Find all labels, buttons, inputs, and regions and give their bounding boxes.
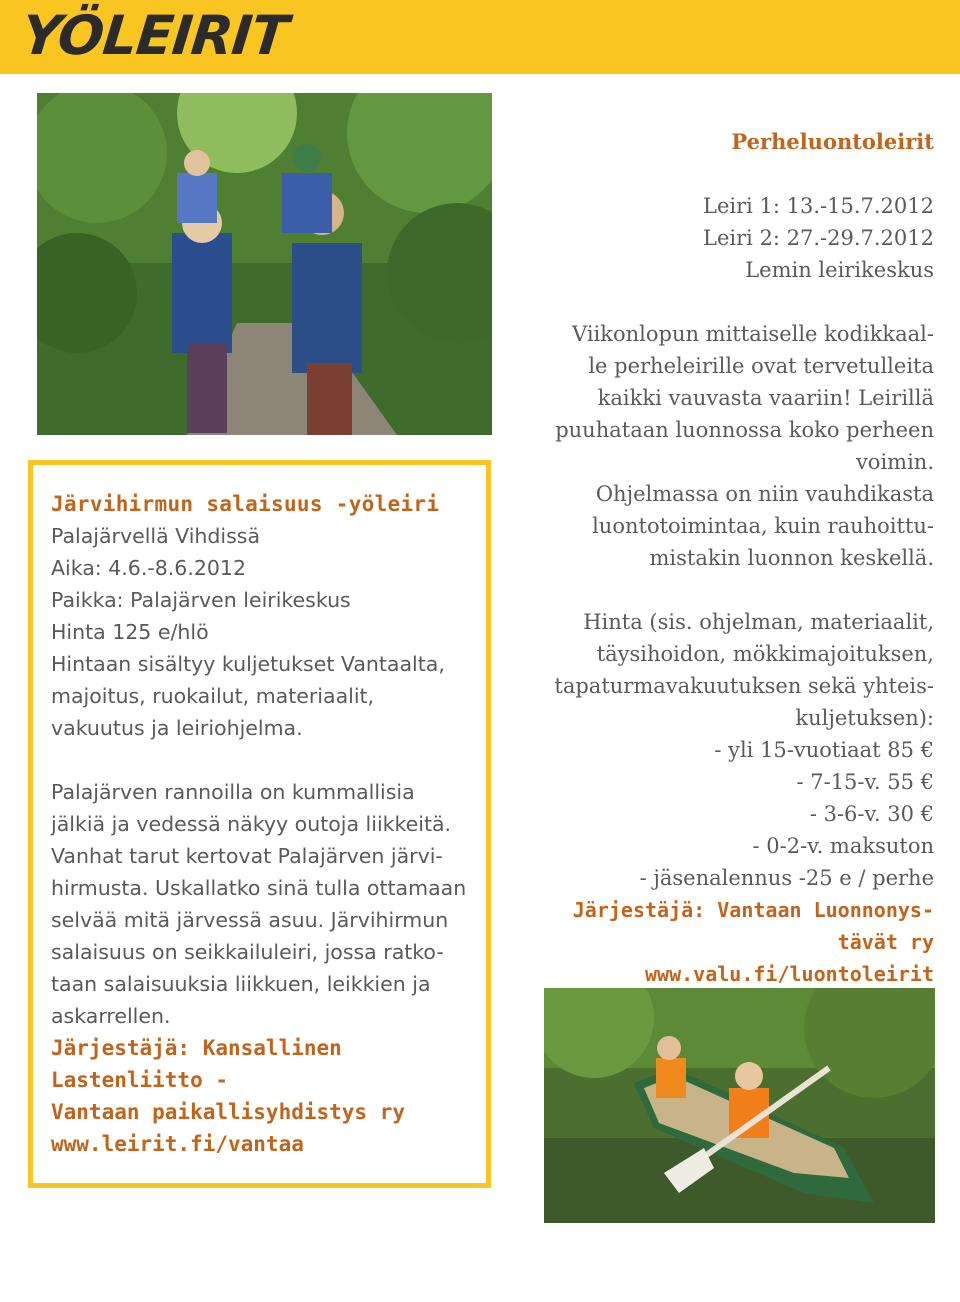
right-price-line: Hinta (sis. ohjelman, materiaalit, [583,610,934,634]
left-info-line: majoitus, ruokailut, materiaalit, [51,684,375,708]
right-price-line: - 0-2-v. maksuton [752,834,934,858]
left-organizer: Järjestäjä: Kansallinen Lastenliitto - [51,1036,342,1092]
left-info-line: Aika: 4.6.-8.6.2012 [51,556,247,580]
left-organizer: Vantaan paikallisyhdistys ry [51,1100,406,1124]
left-desc-line: taan salaisuuksia liikkuen, leikkien ja [51,972,431,996]
right-organizer: tävät ry [837,930,934,954]
right-camp-text [534,126,934,990]
right-desc-line: luontotoimintaa, kuin rauhoittu- [592,514,934,538]
header-bar [0,0,960,74]
right-date-line: Leiri 1: 13.-15.7.2012 [703,194,934,218]
left-desc-line: Palajärven rannoilla on kummallisia [51,780,415,804]
right-desc-line: le perheleirille ovat tervetulleita [588,354,934,378]
right-camp-title: Perheluontoleirit [731,129,934,154]
canoe-photo [544,988,935,1223]
left-info-line: Paikka: Palajärven leirikeskus [51,588,351,612]
left-desc-line: hirmusta. Uskallatko sinä tulla ottamaan [51,876,467,900]
right-price-line: - 3-6-v. 30 € [809,802,934,826]
left-desc-line: salaisuus on seikkailuleiri, jossa ratko- [51,940,444,964]
left-desc-line: jälkiä ja vedessä näkyy outoja liikkeitä. [51,812,452,836]
right-price-line: - yli 15-vuotiaat 85 € [714,738,934,762]
right-organizer: Järjestäjä: Vantaan Luonnonys- [572,898,934,922]
right-desc-line: mistakin luonnon keskellä. [649,546,934,570]
left-info-line: vakuutus ja leiriohjelma. [51,716,303,740]
left-desc-line: selvää mitä järvessä asuu. Järvihirmun [51,908,449,932]
right-desc-line: Ohjelmassa on niin vauhdikasta [595,482,934,506]
right-desc-line: Viikonlopun mittaiselle kodikkaal- [572,322,934,346]
right-link[interactable]: www.valu.fi/luontoleirit [645,962,934,986]
left-info-line: Hinta 125 e/hlö [51,620,209,644]
left-link[interactable]: www.leirit.fi/vantaa [51,1132,304,1156]
left-desc-line: Vanhat tarut kertovat Palajärven järvi- [51,844,443,868]
right-price-line: - 7-15-v. 55 € [796,770,934,794]
family-hiking-photo [37,93,492,435]
right-price-line: täysihoidon, mökkimajoituksen, [596,642,934,666]
right-desc-line: puuhataan luonnossa koko perheen [555,418,934,442]
left-desc-line: askarrellen. [51,1004,171,1028]
left-camp-text [51,488,491,1160]
left-camp-title: Järvihirmun salaisuus -yöleiri [51,492,440,516]
left-info-line: Hintaan sisältyy kuljetukset Vantaalta, [51,652,445,676]
right-desc-line: kaikki vauvasta vaariin! Leirillä [597,386,934,410]
right-date-line: Leiri 2: 27.-29.7.2012 [703,226,934,250]
right-date-line: Lemin leirikeskus [745,258,934,282]
yoleirit-logo: YÖLEIRIT [18,4,291,67]
right-price-line: tapaturmavakuutuksen sekä yhteis- [554,674,934,698]
right-price-line: kuljetuksen): [795,706,934,730]
right-desc-line: voimin. [855,450,934,474]
right-price-line: - jäsenalennus -25 e / perhe [639,866,934,890]
left-info-line: Palajärvellä Vihdissä [51,524,261,548]
